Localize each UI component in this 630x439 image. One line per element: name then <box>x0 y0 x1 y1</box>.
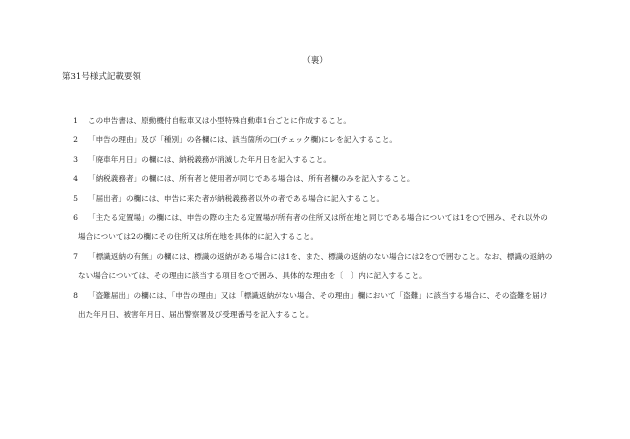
item-text <box>88 189 582 208</box>
item-number: 4 <box>73 174 78 184</box>
instruction-list <box>62 111 582 324</box>
item-line-continued: ない場合については、その理由に該当する項目を○で囲み、具体的な理由を〔 〕内に記入すること。 <box>78 271 427 281</box>
item-text <box>88 169 582 188</box>
item-number: 6 <box>73 213 78 223</box>
item-line: 「主たる定置場」の欄には、申告の際の主たる定置場が所有者の住所又は所在地と同じである場合については1を○で囲み、それ以外の <box>88 213 548 223</box>
item-line-continued: 場合については2の欄にその住所又は所在地を具体的に記入すること。 <box>78 232 319 242</box>
document-title: 第31号様式記載要領 <box>62 72 141 82</box>
item-text <box>88 111 582 130</box>
item-line: この申告書は、原動機付自転車又は小型特殊自動車1台ごとに作成すること。 <box>88 116 352 125</box>
instruction-item <box>62 189 582 208</box>
item-line: 「盗難届出」の欄には、「申告の理由」又は「標識返納がない場合、その理由」欄において「盗難」に該当する場合に、その盗難を届け <box>88 290 548 300</box>
item-line: 「廃車年月日」の欄には、納税義務が消滅した年月日を記入すること。 <box>88 154 331 164</box>
instruction-item <box>62 247 582 286</box>
item-line: 「納税義務者」の欄には、所有者と使用者が同じである場合は、所有者欄のみを記入すること。 <box>88 174 415 184</box>
item-text <box>78 286 582 325</box>
item-text <box>78 247 582 286</box>
item-number: 3 <box>73 154 78 164</box>
instruction-item <box>62 111 582 130</box>
item-text <box>78 208 582 247</box>
item-text <box>88 130 582 149</box>
instruction-item <box>62 208 582 247</box>
instruction-item <box>62 130 582 149</box>
item-number: 2 <box>73 135 78 145</box>
page-side-label: （裏） <box>302 56 328 66</box>
item-number: 8 <box>73 290 78 300</box>
item-number: 5 <box>73 193 78 203</box>
instruction-item <box>62 150 582 169</box>
item-text <box>88 150 582 169</box>
item-line: 「申告の理由」及び「種別」の各欄には、該当箇所の□(チェック欄)にレを記入すること。 <box>88 135 398 145</box>
item-line-continued: 出た年月日、被害年月日、届出警察署及び受理番号を記入すること。 <box>78 310 314 320</box>
item-number: 1 <box>73 116 78 125</box>
item-number: 7 <box>73 251 78 261</box>
item-line: 「届出者」の欄には、申告に来た者が納税義務者以外の者である場合に記入すること。 <box>88 193 385 203</box>
instruction-item <box>62 286 582 325</box>
instruction-item <box>62 169 582 188</box>
item-line: 「標識返納の有無」の欄には、標識の返納がある場合には1を、また、標識の返納のない場合には2を○で囲むこと。なお、標識の返納の <box>88 251 553 261</box>
